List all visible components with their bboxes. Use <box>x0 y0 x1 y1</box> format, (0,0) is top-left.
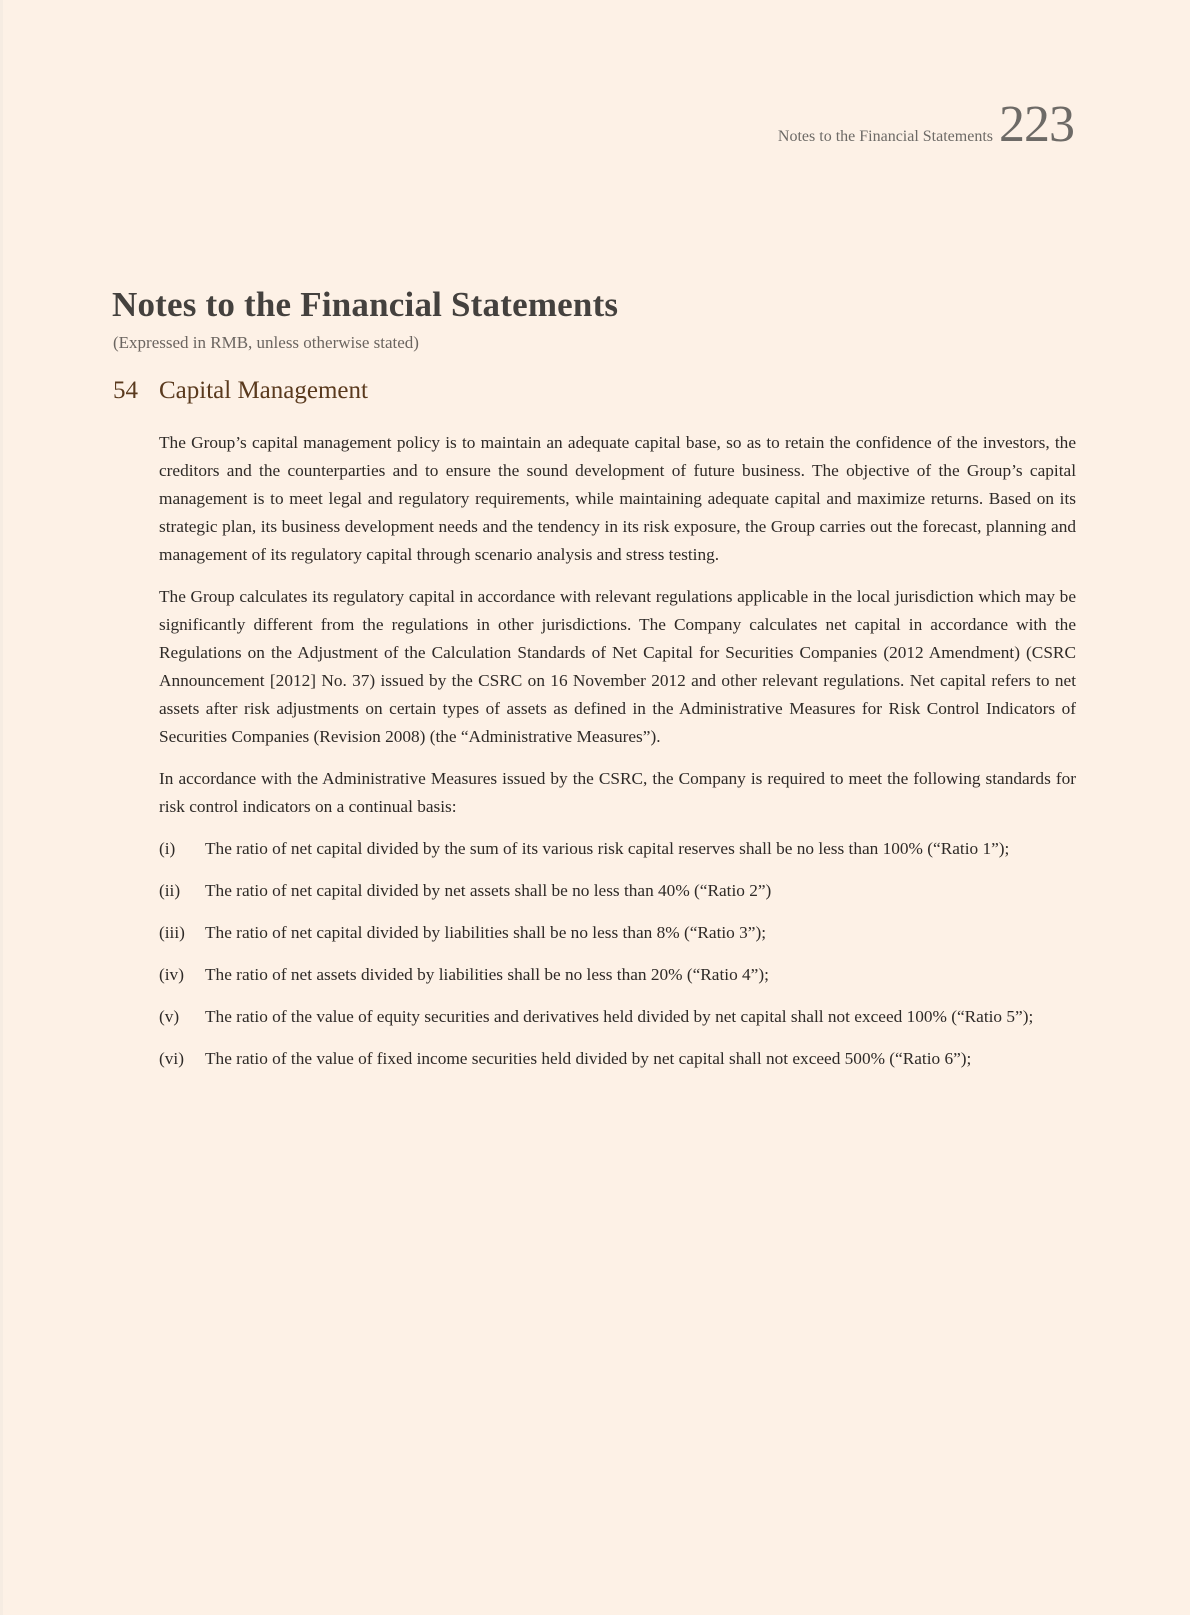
list-item <box>159 1045 1076 1073</box>
ratio-list <box>159 835 1076 1073</box>
list-item-label: (vi) <box>159 1049 184 1068</box>
list-item <box>159 919 1076 947</box>
list-item-label: (ii) <box>159 881 181 900</box>
paragraph-regulatory-capital: The Group calculates its regulatory capital in accordance with relevant regulations applicable in the local jurisdiction which may be significantly different from the regulations in other jurisdictions. The Company calculates net capital in accordance with the Regulations on the Adjustment of the Calculation Standards of Net Capital for Securities Companies (2012 Amendment) (CSRC Announcement [2012] No. 37) issued by the CSRC on 16 November 2012 and other relevant regulations. Net capital refers to net assets after risk adjustments on certain types of assets as defined in the Administrative Measures for Risk Control Indicators of Securities Companies (Revision 2008) (the “Administrative Measures”). <box>159 587 1076 746</box>
section-title: Capital Management <box>159 377 368 404</box>
list-item <box>159 835 1076 863</box>
list-item-text: The ratio of net capital divided by the sum of its various risk capital reserves shall be no less than 100% (“Ratio 1”); <box>205 839 1010 858</box>
list-item-label: (i) <box>159 839 176 858</box>
list-item <box>159 1003 1076 1031</box>
page-edge <box>0 0 3 1615</box>
list-item-text: The ratio of the value of equity securities and derivatives held divided by net capital shall not exceed 100% (“Ratio 5”); <box>205 1007 1034 1026</box>
list-item-text: The ratio of the value of fixed income securities held divided by net capital shall not exceed 500% (“Ratio 6”); <box>205 1049 972 1068</box>
running-header <box>777 96 1074 153</box>
section-body <box>159 429 1076 1087</box>
list-item-label: (v) <box>159 1007 180 1026</box>
paragraph-risk-indicators-intro: In accordance with the Administrative Measures issued by the CSRC, the Company is required to meet the following standards for risk control indicators on a continual basis: <box>159 769 1076 816</box>
list-item-label: (iv) <box>159 965 184 984</box>
page-number: 223 <box>999 96 1074 153</box>
running-header-title: Notes to the Financial Statements <box>777 128 993 145</box>
list-item-text: The ratio of net capital divided by liabilities shall be no less than 8% (“Ratio 3”); <box>205 923 767 942</box>
page-subtitle: (Expressed in RMB, unless otherwise stated) <box>113 333 419 352</box>
page-title: Notes to the Financial Statements <box>112 285 619 324</box>
section-heading <box>113 377 368 405</box>
list-item-text: The ratio of net assets divided by liabilities shall be no less than 20% (“Ratio 4”); <box>205 965 769 984</box>
section-number: 54 <box>113 377 138 404</box>
list-item <box>159 877 1076 905</box>
paragraph-capital-policy: The Group’s capital management policy is to maintain an adequate capital base, so as to retain the confidence of the investors, the creditors and the counterparties and to ensure the sound development of future business. The objective of the Group’s capital management is to meet legal and regulatory requirements, while maintaining adequate capital and maximize returns. Based on its strategic plan, its business development needs and the tendency in its risk exposure, the Group carries out the forecast, planning and management of its regulatory capital through scenario analysis and stress testing. <box>159 433 1076 564</box>
list-item-label: (iii) <box>159 923 185 942</box>
list-item-text: The ratio of net capital divided by net assets shall be no less than 40% (“Ratio 2”) <box>205 881 772 900</box>
list-item <box>159 961 1076 989</box>
